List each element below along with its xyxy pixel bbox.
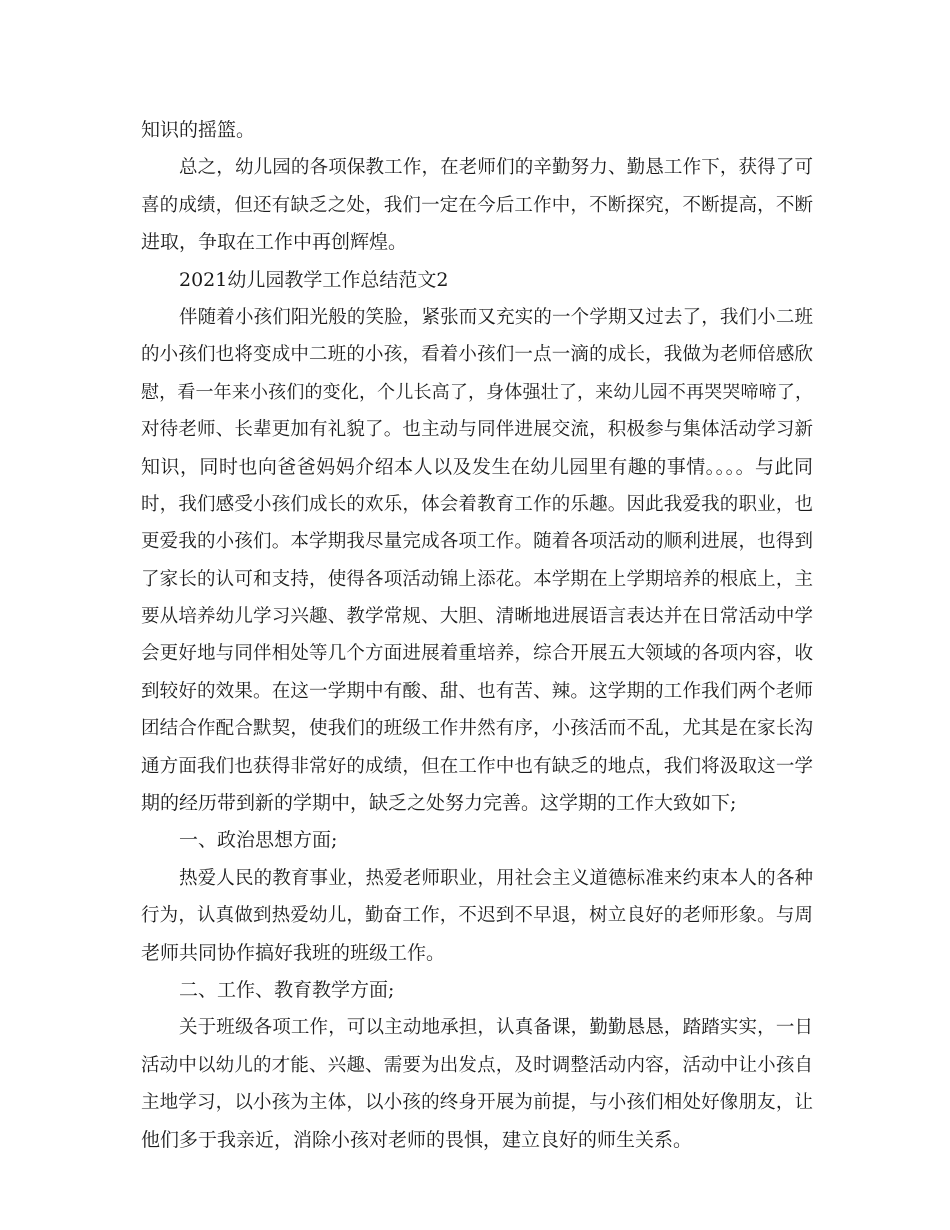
text-line: 对待老师、长辈更加有礼貌了。也主动与同伴进展交流，积极参与集体活动学习新	[141, 419, 813, 441]
text-line: 老师共同协作搞好我班的班级工作。	[141, 941, 446, 964]
text-line: 一、政治思想方面;	[179, 829, 338, 852]
text-line: 他们多于我亲近，消除小孩对老师的畏惧，建立良好的师生关系。	[141, 1128, 693, 1151]
text-line: 喜的成绩，但还有缺乏之处，我们一定在今后工作中，不断探究，不断提高，不断	[141, 194, 813, 216]
text-line: 活动中以幼儿的才能、兴趣、需要为出发点，及时调整活动内容，活动中让小孩自	[141, 1054, 813, 1076]
text-line: 伴随着小孩们阳光般的笑脸，紧张而又充实的一个学期又过去了，我们小二班	[179, 306, 813, 328]
text-line: 到较好的效果。在这一学期中有酸、甜、也有苦、辣。这学期的工作我们两个老师	[141, 680, 813, 702]
text-line: 知识，同时也向爸爸妈妈介绍本人以及发生在幼儿园里有趣的事情。。。。与此同	[141, 455, 813, 478]
text-line: 了家长的认可和支持，使得各项活动锦上添花。本学期在上学期培养的根底上，主	[141, 568, 813, 590]
text-line: 通方面我们也获得非常好的成绩，但在工作中也有缺乏的地点，我们将汲取这一学	[141, 755, 813, 777]
text-line: 慰，看一年来小孩们的变化，个儿长高了，身体强壮了，来幼儿园不再哭哭啼啼了，	[141, 381, 813, 403]
text-line: 二、工作、教育教学方面;	[179, 978, 395, 1001]
text-line: 期的经历带到新的学期中，缺乏之处努力完善。这学期的工作大致如下;	[141, 792, 737, 815]
text-line: 行为，认真做到热爱幼儿，勤奋工作，不迟到不早退，树立良好的老师形象。与周	[141, 905, 813, 927]
text-line: 总之，幼儿园的各项保教工作，在老师们的辛勤努力、勤恳工作下，获得了可	[179, 157, 813, 179]
text-line: 要从培养幼儿学习兴趣、教学常规、大胆、清晰地进展语言表达并在日常活动中学	[141, 606, 813, 628]
text-line: 2021幼儿园教学工作总结范文2	[179, 268, 449, 291]
text-line: 会更好地与同伴相处等几个方面进展着重培养，综合开展五大领域的各项内容，收	[141, 643, 813, 665]
text-line: 主地学习，以小孩为主体，以小孩的终身开展为前提，与小孩们相处好像朋友，让	[141, 1092, 813, 1114]
text-line: 进取，争取在工作中再创辉煌。	[141, 231, 408, 254]
text-line: 时，我们感受小孩们成长的欢乐，体会着教育工作的乐趣。因此我爱我的职业，也	[141, 493, 813, 515]
text-line: 团结合作配合默契，使我们的班级工作井然有序，小孩活而不乱，尤其是在家长沟	[141, 718, 813, 740]
text-line: 的小孩们也将变成中二班的小孩，看着小孩们一点一滴的成长，我做为老师倍感欣	[141, 344, 813, 366]
text-line: 更爱我的小孩们。本学期我尽量完成各项工作。随着各项活动的顺利进展，也得到	[141, 531, 813, 553]
text-line: 知识的摇篮。	[141, 119, 256, 141]
text-line: 热爱人民的教育事业，热爱老师职业，用社会主义道德标准来约束本人的各种	[179, 867, 813, 889]
document-body	[141, 112, 813, 1159]
text-line: 关于班级各项工作，可以主动地承担，认真备课，勤勤恳恳，踏踏实实，一日	[179, 1017, 813, 1039]
